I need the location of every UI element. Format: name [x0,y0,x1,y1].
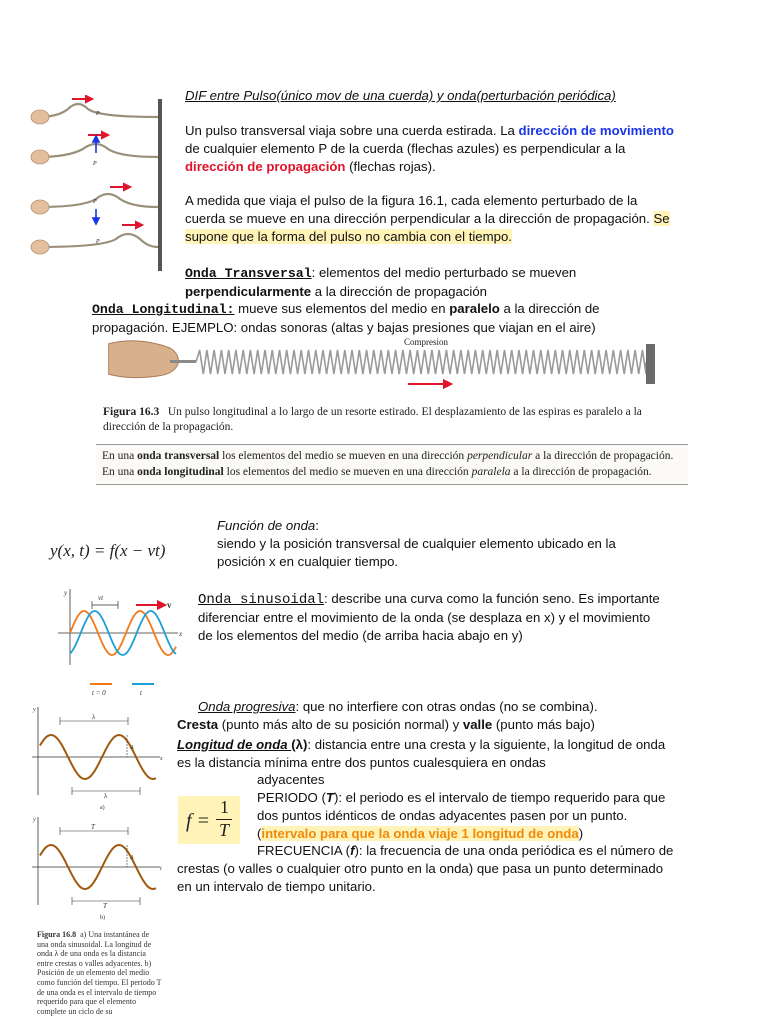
pulse-figure [28,95,168,275]
svg-text:Compresion: Compresion [404,337,448,347]
summary-box: En una onda transversal los elementos del medio se mueven en una dirección perpendicular a la dirección de propagación. En una onda longitudinal los elementos del medio se mueven en una dirección paralela a la dirección de propagación. [96,444,688,485]
figure-16-3-caption: Figura 16.3 Un pulso longitudinal a lo largo de un resorte estirado. El desplazamiento de las espiras es paralelo a la dirección de la propagación. [103,406,642,433]
pulse-paragraph-1: Un pulso transversal viaja sobre una cuerda estirada. La dirección de movimiento de cualquier elemento P de la cuerda (flechas azules) es perpendicular a la dirección de propagación (flechas rojas). [185,123,674,174]
svg-text:v: v [167,600,172,610]
spring-figure [108,334,660,394]
figure-16-8-graph-b [30,815,170,923]
svg-text:T: T [91,823,95,831]
wavelength-definition: Longitud de onda (λ): distancia entre una cresta y la siguiente, la longitud de onda es la distancia mínima entre dos puntos cualesquiera en ondas [177,737,666,770]
sinusoidal-definition: Onda sinusoidal: describe una curva como la función seno. Es importante diferenciar entre el movimiento de la onda (se desplaza en x) y el movimiento de los elementos del medio (de arriba hacia abajo en y) [198,591,660,643]
svg-text:t = 0: t = 0 [92,689,106,697]
svg-text:x: x [160,756,163,762]
svg-text:P: P [93,199,97,205]
frequency-formula: f = 1 T [178,796,240,844]
frequency-definition: FRECUENCIA (f): la frecuencia de una onda periódica es el número de crestas (o valles o cualquier otro punto en la onda) que pasa un punto determinado en un intervalo de tiempo unitario. [177,843,674,894]
svg-text:T: T [103,902,107,910]
pulse-paragraph-2: A medida que viaja el pulso de la figura 16.1, cada elemento perturbado de la cuerda se mueve en una dirección perpendicular a la dirección de propagación. Se supone que la forma del pulso no cambia con el tiempo. [185,193,670,244]
svg-text:P: P [96,111,100,117]
svg-text:y: y [33,817,36,823]
sinusoidal-figure [40,585,185,700]
longitudinal-definition: Onda Longitudinal: mueve sus elementos del medio en paralelo a la dirección de propagación. EJEMPLO: ondas sonoras (altas y bajas presiones que viajan en el aire) [92,301,600,335]
svg-text:A: A [130,745,134,751]
svg-text:A: A [130,855,134,861]
wavelength-adjacent: adyacentes [257,772,325,787]
wave-function-text: Función de onda: siendo y la posición transversal de cualquier elemento ubicado en la posición x en cualquier tiempo. [217,518,616,569]
wave-function-formula: y(x, t) = f(x − vt) [50,541,166,560]
svg-text:λ: λ [104,792,108,800]
page-title: DIF entre Pulso(único mov de una cuerda) y onda(perturbación periódica) [185,88,616,103]
period-definition: PERIODO (T): el periodo es el intervalo de tiempo requerido para que dos puntos idénticos de ondas adyacentes pasen por un punto. (intervalo para que la onda viaje 1 longitud de onda) [257,790,666,841]
svg-text:a): a) [100,805,105,811]
svg-text:vt: vt [98,594,104,602]
progressive-definition: Onda progresiva: que no interfiere con otras ondas (no se combina). [198,699,598,714]
svg-text:y: y [33,707,36,713]
svg-text:b): b) [100,915,105,921]
svg-text:P: P [96,239,100,245]
svg-text:P: P [93,161,97,167]
svg-text:t: t [160,866,162,872]
figure-16-8-graph-a [30,705,170,813]
svg-text:t: t [140,689,142,697]
figure-16-8-caption: Figura 16.8 a) Una instantánea de una onda sinusoidal. La longitud de onda λ de una onda es la distancia entre crestas o valles adyacentes. b) Posición de un elemento del medio como función del tiempo. El periodo T de una onda es el intervalo de tiempo requerido para que el elemento complete un ciclo de su [37,930,162,1016]
transversal-definition: Onda Transversal: elementos del medio perturbado se mueven perpendicularmente a la dirección de propagación [185,265,577,299]
svg-text:λ: λ [92,713,96,721]
svg-text:y: y [64,589,68,597]
crest-valley-definition: Cresta (punto más alto de su posición normal) y valle (punto más bajo) [177,717,595,732]
svg-text:x: x [179,630,183,638]
